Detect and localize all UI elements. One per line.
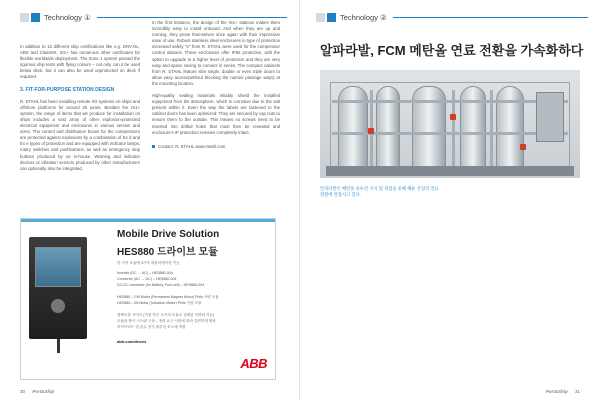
bullet-icon <box>152 145 155 148</box>
ad-text: HES880 – PM Motor (Permanent Magnet Motor) Phils 사양 모듈 <box>117 295 219 299</box>
module-cable <box>57 339 60 353</box>
page-number: 31 <box>574 389 580 394</box>
module-knob <box>51 299 65 313</box>
ad-text: Inverter (DC → AC) – HES880-004 <box>117 271 173 275</box>
methanol-system-photo <box>320 70 580 178</box>
section-heading: 3. FIT-FOR-PURPOSE STATION DESIGN <box>20 86 115 93</box>
ad-title: Mobile Drive Solution <box>117 229 220 240</box>
ad-text: DC-DC converter (for Battery, Fuel cell) – HES880-004 <box>117 283 205 287</box>
header-rule <box>393 17 588 18</box>
ad-text: 하이브리드 및 순수 전기 솔루션 모두에 적합 <box>117 325 186 329</box>
control-panel <box>536 92 564 142</box>
magazine-name: Port&Ship <box>545 389 568 394</box>
header-square-icon <box>316 13 325 22</box>
valve <box>450 114 456 120</box>
tank <box>376 86 400 168</box>
ad-text: HES880 – IM Motor (Induction Motor) Phils 사양 모듈 <box>117 301 202 305</box>
ad-text: 모듈화 방식 시스템 구성 – 전력 요구 사항에 따라 유연하게 확장 <box>117 319 216 323</box>
article-headline: 알파라발, FCM 메탄올 연료 전환을 가속화하다 <box>320 43 584 58</box>
paragraph: R. STAHL has been installing remote I/O systems on ships and offshore platforms for around 30 years. Besides the IS1+ system, the range of items that we produce for installation on ships includes a vast array of other explosion-protected electrical equipment and enclosures in various version and sizes. The control and distribution boxes for the compressors are protected against explosions by a combination of Ex d and Ex e types of protection and are equipped with indicator lamps, rotary switches and pushbuttons, as well as emergency stop buttons produced by us in-house. Warning and indicator devices or vibration sensors produced by other manufacturers can optionally also be integrated. <box>20 98 140 171</box>
ad-text: Converter (AC → DC) – HES880-004 <box>117 277 177 281</box>
ad-top-bar <box>21 219 275 222</box>
abb-logo: ABB <box>240 356 267 371</box>
right-footer <box>546 389 580 394</box>
tank <box>496 86 524 168</box>
ad-subtitle: HES880 드라이브 모듈 <box>117 247 218 258</box>
skid-base <box>326 166 574 176</box>
pipe <box>332 100 568 103</box>
page-number: 30 <box>20 389 26 394</box>
section-title: Technology ② <box>340 12 387 22</box>
valve <box>368 128 374 134</box>
photo-caption: 알파라발은 메탄올 솔루션 지지 및 경험을 통해 해운 산업의 연료 전환에 앞장서고 있다. <box>320 186 439 197</box>
pipe <box>490 90 493 166</box>
magazine-name: Port&Ship <box>32 389 55 394</box>
advertisement <box>20 218 276 380</box>
right-page <box>300 0 600 400</box>
section-title: Technology ① <box>44 12 91 22</box>
tank <box>460 86 486 168</box>
contact-line <box>152 144 280 150</box>
drive-module-image <box>29 237 87 339</box>
contact-text: Contact: R. STAHL www.rstahl.com <box>158 143 226 149</box>
ad-text: 컴팩트한 사이즈 (가장 작은 크기의 모듈로 설계된 인버터 기능) <box>117 313 215 317</box>
ad-url: abb.com/drives <box>117 339 147 344</box>
header-square-icon <box>31 13 40 22</box>
paragraph: In the first instance, the design of the IS1+ stations makes them incredibly easy to install onboard. And when they are up and running, they prove themselves once again with their impressive ease of use. Robust stainless steel enclosures in type of protection increased safety "e" from R. STAHL were used for the compressor control stations. These enclosures offer IP66 protection, with the option to upgrade to a higher level of protection and they are very easy and space saving to connect in series. The compact cabinets from R. STAHL feature slim single, double or even triple doors to allow easy access(without blocking the narrow passage ways) at the mounting location. <box>152 20 280 86</box>
pipe <box>452 90 455 166</box>
ad-text: 한 가지 모듈에 3가지 애플리케이션 기능 <box>117 261 180 265</box>
right-header <box>316 10 588 24</box>
header-square-icon <box>327 13 336 22</box>
text-column-1 <box>20 44 140 178</box>
paragraph: High-quality sealing materials reliably shield the installed equipment from the atmosphere, which is corrosive due to the salt present within it. Even the way the labels are fastened to the cabinet doors has been optimized: They are secured by cap nuts to ensure them to the outside. This means no screws need to be inserted into drilled holes that must then be resealed and enclosure's IP protection remains completely intact. <box>152 93 280 135</box>
module-screen <box>35 247 81 287</box>
tank <box>412 86 446 168</box>
left-footer <box>20 389 54 394</box>
text-column-2 <box>152 20 280 150</box>
tank <box>338 86 368 168</box>
header-rule <box>97 17 287 18</box>
header-square-icon <box>20 13 29 22</box>
valve <box>520 144 526 150</box>
paragraph: In addition to 12 different ship certifications like e.g. DNV-GL, ABS and ClassNK, IS1+ has numerous other certificates for flexible worldwide deployment. The Zone 1 system passed the rigorous ship tests with flying colours – not only can it be used below deck, but it can also be used unprotected on deck if required. <box>20 44 140 80</box>
